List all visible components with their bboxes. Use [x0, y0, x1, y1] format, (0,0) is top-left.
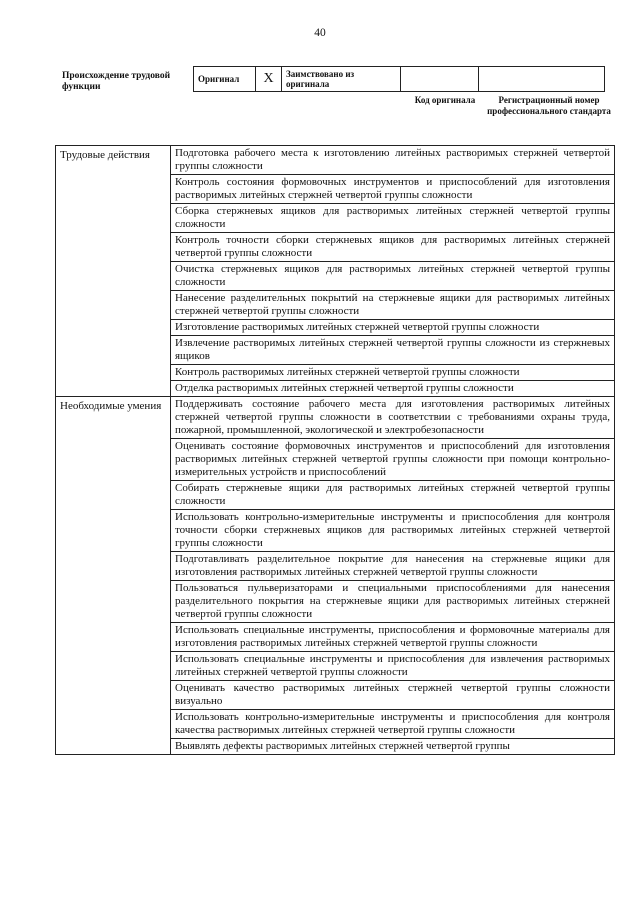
table-cell-item: Использовать контрольно-измерительные инструменты и приспособления для контроля качества растворимых литейных стержней четвертой группы сложности: [171, 710, 615, 739]
table-cell-item: Контроль растворимых литейных стержней четвертой группы сложности: [171, 365, 615, 381]
table-row: [56, 397, 615, 439]
table-cell-item: Сборка стержневых ящиков для растворимых литейных стержней четвертой группы сложности: [171, 204, 615, 233]
original-mark: X: [256, 67, 282, 92]
table-cell-item: Подготавливать разделительное покрытие для нанесения на стержневые ящики для изготовления растворимых литейных стержней четвертой группы сложности: [171, 552, 615, 581]
table-cell-item: Собирать стержневые ящики для растворимых литейных стержней четвертой группы сложности: [171, 481, 615, 510]
table-cell-item: Выявлять дефекты растворимых литейных стержней четвертой группы: [171, 739, 615, 755]
table-cell-item: Подготовка рабочего места к изготовлению литейных растворимых стержней четвертой группы сложности: [171, 146, 615, 175]
table-cell-item: Поддерживать состояние рабочего места для изготовления растворимых литейных стержней четвертой группы сложности в соответствии с требованиями охраны труда, пожарной, промышленной, экологической и электробезопасности: [171, 397, 615, 439]
labor-function-table: [55, 145, 615, 755]
table-cell-item: Использовать специальные инструменты, приспособления и формовочные материалы для изготовления растворимых литейных стержней четвертой группы сложности: [171, 623, 615, 652]
table-cell-item: Контроль точности сборки стержневых ящиков для растворимых литейных стержней четвертой группы сложности: [171, 233, 615, 262]
table-cell-item: Оценивать качество растворимых литейных стержней четвертой группы сложности визуально: [171, 681, 615, 710]
original-code-cell: [401, 67, 479, 92]
original-label: Оригинал: [194, 67, 256, 92]
table-cell-item: Отделка растворимых литейных стержней четвертой группы сложности: [171, 381, 615, 397]
registration-number-cell: [479, 67, 605, 92]
section-title: Трудовые действия: [56, 146, 171, 397]
table-cell-item: Использовать специальные инструменты и приспособления для извлечения растворимых литейных стержней четвертой группы сложности: [171, 652, 615, 681]
table-cell-item: Оценивать состояние формовочных инструментов и приспособлений для изготовления растворимых литейных стержней четвертой группы сложности при помощи контрольно-измерительных устройств и приспособлений: [171, 439, 615, 481]
origin-table: [193, 66, 605, 92]
table-row: [56, 146, 615, 175]
borrowed-label: Заимствовано из оригинала: [282, 67, 401, 92]
origin-label: Происхождение трудовой функции: [62, 71, 171, 92]
table-cell-item: Нанесение разделительных покрытий на стержневые ящики для растворимых литейных стержней четвертой группы сложности: [171, 291, 615, 320]
table-cell-item: Извлечение растворимых литейных стержней четвертой группы сложности из стержневых ящиков: [171, 336, 615, 365]
registration-caption: Регистрационный номер профессионального стандарта: [487, 95, 611, 116]
table-cell-item: Контроль состояния формовочных инструментов и приспособлений для изготовления растворимых литейных стержней четвертой группы сложности: [171, 175, 615, 204]
table-cell-item: Пользоваться пульверизаторами и специальными приспособлениями для нанесения разделительного покрытия на стержневые ящики для растворимых литейных стержней четвертой группы сложности: [171, 581, 615, 623]
table-cell-item: Изготовление растворимых литейных стержней четвертой группы сложности: [171, 320, 615, 336]
table-cell-item: Использовать контрольно-измерительные инструменты и приспособления для контроля точности сборки стержневых ящиков для растворимых литейных стержней четвертой группы сложности: [171, 510, 615, 552]
code-caption: Код оригинала: [414, 95, 476, 105]
section-title: Необходимые умения: [56, 397, 171, 755]
table-cell-item: Очистка стержневых ящиков для растворимых литейных стержней четвертой группы сложности: [171, 262, 615, 291]
page-number: 40: [314, 27, 326, 39]
